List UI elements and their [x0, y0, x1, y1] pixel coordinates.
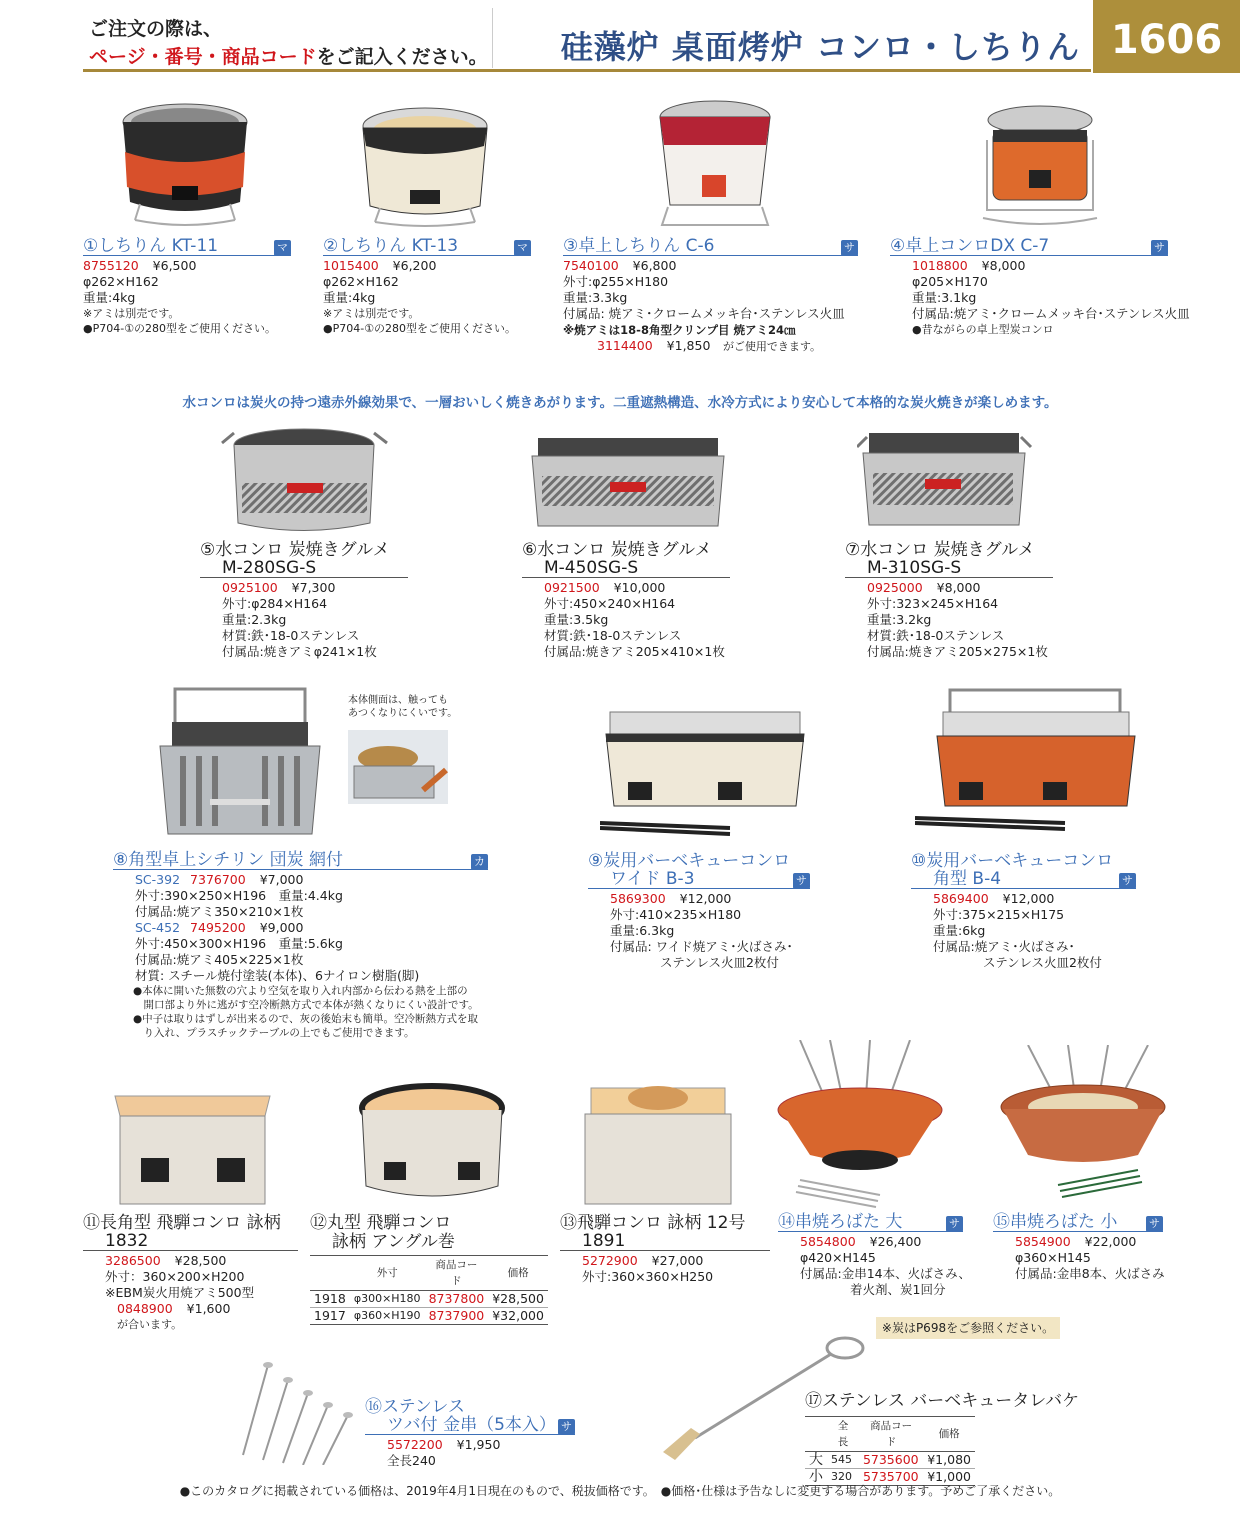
product-9-model-text: ワイド B-3	[610, 869, 695, 889]
table-cell: φ300×H180	[353, 1292, 421, 1305]
product-image-robata-large	[770, 1040, 945, 1210]
product-8-price: ¥9,000	[259, 920, 304, 935]
product-16	[365, 1398, 575, 1469]
header-rule	[83, 69, 1091, 72]
product-13-title: 飛騨コンロ 詠柄 12号	[577, 1213, 746, 1233]
product-4-badge: サ	[1151, 240, 1168, 256]
product-11-model: 1832	[83, 1233, 298, 1251]
product-11-ebm-tail: が合います。	[117, 1318, 183, 1331]
side-caption-line: 本体側面は、触っても	[348, 695, 448, 706]
product-2-price: ¥6,200	[392, 258, 437, 273]
product-9-model	[588, 871, 810, 889]
product-image-sc392	[150, 684, 330, 839]
product-image-skewers	[238, 1355, 368, 1465]
product-8-line: 外寸:390×250×H196 重量:4.4kg	[135, 888, 343, 903]
table-cell: 5735600	[862, 1452, 919, 1467]
product-8-code: 7376700	[190, 872, 246, 887]
table-row	[310, 1308, 548, 1325]
product-14	[778, 1212, 971, 1298]
product-6-line: 材質:鉄･18-0ステンレス	[544, 628, 682, 643]
product-17-number: ⑰	[805, 1391, 822, 1411]
product-1-price: ¥6,500	[152, 258, 197, 273]
product-15-price: ¥22,000	[1084, 1234, 1137, 1249]
product-13-price: ¥27,000	[651, 1253, 704, 1268]
table-header-row	[805, 1417, 975, 1452]
product-14-line: 付属品:金串14本、火ばさみ、	[800, 1266, 971, 1281]
product-14-line: φ420×H145	[800, 1250, 876, 1265]
product-image-m310	[857, 423, 1037, 538]
side-caption	[348, 694, 468, 720]
product-15-number: ⑮	[993, 1212, 1010, 1232]
product-11-number: ⑪	[83, 1213, 100, 1233]
product-10-line: 外寸:375×215×H175	[933, 907, 1065, 922]
product-3-price: ¥6,800	[632, 258, 677, 273]
table-cell: 8737800	[428, 1291, 485, 1306]
product-2-title: しちりん KT-13	[338, 236, 459, 256]
product-9-title: 炭用バーベキューコンロ	[603, 851, 791, 871]
product-3-code: 7540100	[563, 258, 619, 273]
product-10-line: 重量:6kg	[933, 923, 986, 938]
product-7-price: ¥8,000	[936, 580, 981, 595]
product-9-line: 外寸:410×235×H180	[610, 907, 742, 922]
order-notice-line1: ご注文の際は、	[89, 18, 223, 40]
product-image-c7	[965, 100, 1115, 235]
product-7-line: 材質:鉄･18-0ステンレス	[867, 628, 1005, 643]
table-header-row	[310, 1256, 548, 1291]
product-9-price: ¥12,000	[679, 891, 732, 906]
table-header	[310, 1256, 350, 1291]
table-cell: 1917	[314, 1308, 346, 1323]
page-number: 1606	[1093, 0, 1240, 73]
product-15-line: 付属品:金串8本、火ばさみ	[1015, 1266, 1165, 1281]
table-header: 価格	[923, 1417, 975, 1452]
product-2-note: ●P704-①の280型をご使用ください。	[323, 322, 517, 335]
table-cell: 大	[809, 1452, 823, 1468]
product-3-accessories: 付属品: 焼アミ･クロームメッキ台･ステンレス火皿	[563, 306, 845, 321]
product-14-title: 串焼ろばた 大	[795, 1212, 903, 1232]
product-2-name	[323, 238, 531, 256]
table-cell: φ360×H190	[353, 1309, 421, 1322]
product-5-price: ¥7,300	[291, 580, 336, 595]
product-image-1891	[575, 1068, 740, 1210]
product-3-weight: 重量:3.3kg	[563, 290, 628, 305]
table-cell: 1918	[314, 1291, 346, 1306]
table-header: 商品コード	[425, 1256, 489, 1291]
product-6-line: 重量:3.5kg	[544, 612, 609, 627]
product-8-price: ¥7,000	[259, 872, 304, 887]
table-header: 価格	[488, 1256, 548, 1291]
product-11-line: 外寸：360×200×H200	[105, 1269, 245, 1284]
side-caption-line: あつくなりにくいです。	[348, 708, 458, 719]
product-image-m280	[212, 423, 397, 538]
product-11	[83, 1214, 298, 1333]
product-1-title: しちりん KT-11	[98, 236, 219, 256]
table-cell: ¥1,000	[927, 1469, 971, 1484]
product-6	[522, 541, 730, 660]
product-8-model: SC-392	[135, 872, 181, 887]
product-image-1832	[105, 1090, 280, 1210]
product-1-name	[83, 238, 291, 256]
product-8-material: 材質: スチール焼付塗装(本体)、6ナイロン樹脂(脚)	[135, 968, 420, 983]
product-4-number: ④	[890, 236, 906, 256]
product-7-line: 付属品:焼きアミ205×275×1枚	[867, 644, 1048, 659]
product-6-model: M-450SG-S	[522, 560, 730, 578]
product-13-model: 1891	[560, 1233, 770, 1251]
product-7-model: M-310SG-S	[845, 560, 1053, 578]
product-8-note: ●中子は取りはずしが出来るので、灰の後始末も簡単。空冷断熱方式を取	[133, 1013, 478, 1025]
product-16-price: ¥1,950	[456, 1437, 501, 1452]
product-10-model-text: 角型 B-4	[933, 869, 1002, 889]
product-2-badge: マ	[514, 240, 531, 256]
table-cell: 545	[831, 1453, 852, 1466]
product-17	[805, 1392, 1105, 1486]
product-4-price: ¥8,000	[981, 258, 1026, 273]
product-10-price: ¥12,000	[1002, 891, 1055, 906]
product-7	[845, 541, 1053, 660]
product-6-title: 水コンロ 炭焼きグルメ	[537, 540, 712, 560]
product-3-grill-tail: がご使用できます。	[722, 340, 822, 353]
product-10-line: ステンレス火皿2枚付	[933, 955, 1102, 970]
product-3-title: 卓上しちりん C-6	[578, 236, 715, 256]
product-6-code: 0921500	[544, 580, 600, 595]
product-1-badge: マ	[274, 240, 291, 256]
product-6-number: ⑥	[522, 540, 538, 560]
product-3-grill-price: ¥1,850	[666, 338, 711, 353]
product-17-table	[805, 1416, 975, 1486]
product-10-badge: サ	[1119, 873, 1136, 889]
product-8-badge: カ	[471, 854, 488, 870]
product-4-note: ●昔ながらの卓上型炭コンロ	[912, 323, 1054, 336]
product-17-title: ステンレス バーベキュータレバケ	[822, 1391, 1080, 1411]
footer-note: ●このカタログに掲載されている価格は、2019年4月1日現在のもので、税抜価格です。 ●価格･仕様は予告なしに変更する場合があります。予めご了承ください。	[179, 1484, 1061, 1498]
product-8-note: ●本体に開いた無数の穴より空気を取り入れ内部から伝わる熱を上部の	[133, 985, 468, 997]
product-8-line: 外寸:450×300×H196 重量:5.6kg	[135, 936, 343, 951]
product-10-model	[911, 871, 1136, 889]
product-8-name	[113, 852, 488, 870]
product-6-price: ¥10,000	[613, 580, 666, 595]
product-7-code: 0925000	[867, 580, 923, 595]
product-16-number: ⑯	[365, 1397, 382, 1417]
product-2-code: 1015400	[323, 258, 379, 273]
product-image-c6	[640, 95, 790, 235]
product-5-line: 材質:鉄･18-0ステンレス	[222, 628, 360, 643]
product-3-grill-code: 3114400	[597, 338, 653, 353]
product-9	[588, 852, 810, 971]
table-cell: 8737900	[428, 1308, 485, 1323]
table-header: 外寸	[350, 1256, 425, 1291]
table-cell: 5735700	[862, 1469, 919, 1484]
product-16-title: ステンレス	[382, 1397, 465, 1417]
product-8-line: 付属品:焼アミ405×225×1枚	[135, 952, 304, 967]
product-9-line: 付属品: ワイド焼アミ･火ばさみ･	[610, 939, 793, 954]
product-9-badge: サ	[793, 873, 810, 889]
table-header	[805, 1417, 827, 1452]
product-4-size: φ205×H170	[912, 274, 988, 289]
product-3-size: 外寸:φ255×H180	[563, 274, 669, 289]
product-3-badge: サ	[841, 240, 858, 256]
product-12-table	[310, 1255, 548, 1325]
table-cell: 小	[809, 1469, 823, 1485]
product-8-model: SC-452	[135, 920, 181, 935]
product-4-weight: 重量:3.1kg	[912, 290, 977, 305]
product-5-line: 外寸:φ284×H164	[222, 596, 328, 611]
order-notice-emphasis: ページ・番号・商品コード	[89, 46, 317, 68]
product-8	[113, 852, 488, 1040]
product-image-m450	[528, 428, 728, 538]
product-14-price: ¥26,400	[869, 1234, 922, 1249]
product-13-code: 5272900	[582, 1253, 638, 1268]
product-image-b4	[915, 688, 1140, 838]
product-7-number: ⑦	[845, 540, 861, 560]
product-13	[560, 1214, 770, 1285]
product-12	[310, 1214, 545, 1325]
product-13-number: ⑬	[560, 1213, 577, 1233]
product-1-note: ●P704-①の280型をご使用ください。	[83, 322, 277, 335]
product-7-line: 外寸:323×245×H164	[867, 596, 999, 611]
table-cell: ¥32,000	[492, 1308, 544, 1323]
product-16-badge: サ	[558, 1419, 575, 1435]
table-row	[310, 1291, 548, 1308]
product-7-line: 重量:3.2kg	[867, 612, 932, 627]
product-15-code: 5854900	[1015, 1234, 1071, 1249]
product-5-number: ⑤	[200, 540, 216, 560]
product-1-code: 8755120	[83, 258, 139, 273]
product-15-name	[993, 1214, 1163, 1232]
table-row	[805, 1452, 975, 1469]
product-2-number: ②	[323, 236, 339, 256]
product-5-line: 重量:2.3kg	[222, 612, 287, 627]
product-8-title: 角型卓上シチリン 団炭 網付	[128, 850, 344, 870]
product-10-code: 5869400	[933, 891, 989, 906]
product-3-number: ③	[563, 236, 579, 256]
product-2-size: φ262×H162	[323, 274, 399, 289]
product-14-name	[778, 1214, 963, 1232]
product-6-line: 外寸:450×240×H164	[544, 596, 676, 611]
product-8-note: 開口部より外に逃がす空冷断熱方式で本体が熱くなりにくい設計です。	[133, 999, 479, 1011]
charcoal-note: ※炭はP698をご参照ください。	[876, 1317, 1060, 1339]
product-11-code: 3286500	[105, 1253, 161, 1268]
product-8-code: 7495200	[190, 920, 246, 935]
product-1-number: ①	[83, 236, 99, 256]
product-12-subtitle: 詠柄 アングル巻	[332, 1232, 455, 1252]
product-5-title: 水コンロ 炭焼きグルメ	[215, 540, 390, 560]
product-5-line: 付属品:焼きアミφ241×1枚	[222, 644, 377, 659]
table-cell: 320	[831, 1470, 852, 1483]
product-16-code: 5572200	[387, 1437, 443, 1452]
product-2-note: ※アミは別売です。	[323, 307, 420, 320]
product-8-line: 付属品:焼アミ350×210×1枚	[135, 904, 304, 919]
product-14-line: 着火剤、炭1回分	[800, 1282, 946, 1297]
product-7-title: 水コンロ 炭焼きグルメ	[860, 540, 1035, 560]
product-5-model: M-280SG-S	[200, 560, 408, 578]
product-11-title: 長角型 飛騨コンロ 詠柄	[100, 1213, 281, 1233]
product-3-grill-note: ※焼アミは18-8角型クリンプ目 焼アミ24㎝	[563, 323, 796, 337]
product-12-title: 丸型 飛騨コンロ	[327, 1213, 452, 1233]
order-notice-line2	[89, 42, 488, 69]
table-cell: ¥1,080	[927, 1452, 971, 1467]
product-1-note: ※アミは別売です。	[83, 307, 180, 320]
table-header: 全長	[827, 1417, 859, 1452]
product-9-code: 5869300	[610, 891, 666, 906]
product-image-b3	[600, 708, 815, 838]
product-image-1918	[350, 1082, 515, 1207]
page-title: 硅藻炉 桌面烤炉 コンロ・しちりん	[560, 28, 1080, 66]
product-2	[323, 238, 531, 336]
product-16-line: 全長240	[387, 1453, 436, 1468]
product-image-robata-small	[998, 1045, 1168, 1205]
product-15-line: φ360×H145	[1015, 1250, 1091, 1265]
table-header: 商品コード	[859, 1417, 923, 1452]
product-14-number: ⑭	[778, 1212, 795, 1232]
product-11-ebm-note: ※EBM炭火用焼アミ500型	[105, 1285, 255, 1300]
product-11-ebm-price: ¥1,600	[186, 1301, 231, 1316]
product-image-side-photo	[348, 730, 448, 804]
product-15	[993, 1214, 1163, 1282]
product-16-subtitle	[365, 1417, 575, 1435]
product-4-name	[890, 238, 1168, 256]
product-9-line: ステンレス火皿2枚付	[610, 955, 779, 970]
product-10-line: 付属品:焼アミ･火ばさみ･	[933, 939, 1075, 954]
product-1	[83, 238, 291, 336]
product-14-code: 5854800	[800, 1234, 856, 1249]
product-4-title: 卓上コンロDX C-7	[905, 236, 1050, 256]
product-3	[563, 238, 858, 355]
water-stove-banner: 水コンロは炭火の持つ遠赤外線効果で、一層おいしく焼きあがります。二重遮熱構造、水冷方式により安心して本格的な炭火焼きが楽しめます。	[182, 395, 1058, 411]
order-notice-rest: をご記入ください。	[316, 46, 488, 68]
product-4-code: 1018800	[912, 258, 968, 273]
product-4	[890, 236, 1190, 337]
product-5-code: 0925100	[222, 580, 278, 595]
product-2-weight: 重量:4kg	[323, 290, 376, 305]
product-11-price: ¥28,500	[174, 1253, 227, 1268]
product-16-subtitle-text: ツバ付 金串（5本入）	[387, 1415, 556, 1435]
product-10-number: ⑩	[911, 851, 927, 871]
table-cell: ¥28,500	[492, 1291, 544, 1306]
product-8-note: り入れ、プラスチックテーブルの上でもご使用できます。	[133, 1027, 415, 1039]
product-image-kt13	[340, 98, 510, 233]
product-image-kt11	[100, 92, 270, 232]
order-notice	[83, 8, 493, 68]
product-11-ebm-code: 0848900	[117, 1301, 173, 1316]
product-1-size: φ262×H162	[83, 274, 159, 289]
product-12-number: ⑫	[310, 1213, 327, 1233]
product-4-accessories: 付属品:焼アミ･クロームメッキ台･ステンレス火皿	[912, 306, 1190, 321]
product-15-badge: サ	[1146, 1216, 1163, 1232]
product-3-name	[563, 238, 858, 256]
product-13-line: 外寸:360×360×H250	[582, 1269, 714, 1284]
product-8-number: ⑧	[113, 850, 129, 870]
product-10-title: 炭用バーベキューコンロ	[926, 851, 1114, 871]
product-10	[911, 852, 1136, 971]
product-14-badge: サ	[946, 1216, 963, 1232]
product-1-weight: 重量:4kg	[83, 290, 136, 305]
product-9-number: ⑨	[588, 851, 604, 871]
product-5	[200, 541, 408, 660]
product-9-line: 重量:6.3kg	[610, 923, 675, 938]
product-6-line: 付属品:焼きアミ205×410×1枚	[544, 644, 725, 659]
product-15-title: 串焼ろばた 小	[1010, 1212, 1118, 1232]
